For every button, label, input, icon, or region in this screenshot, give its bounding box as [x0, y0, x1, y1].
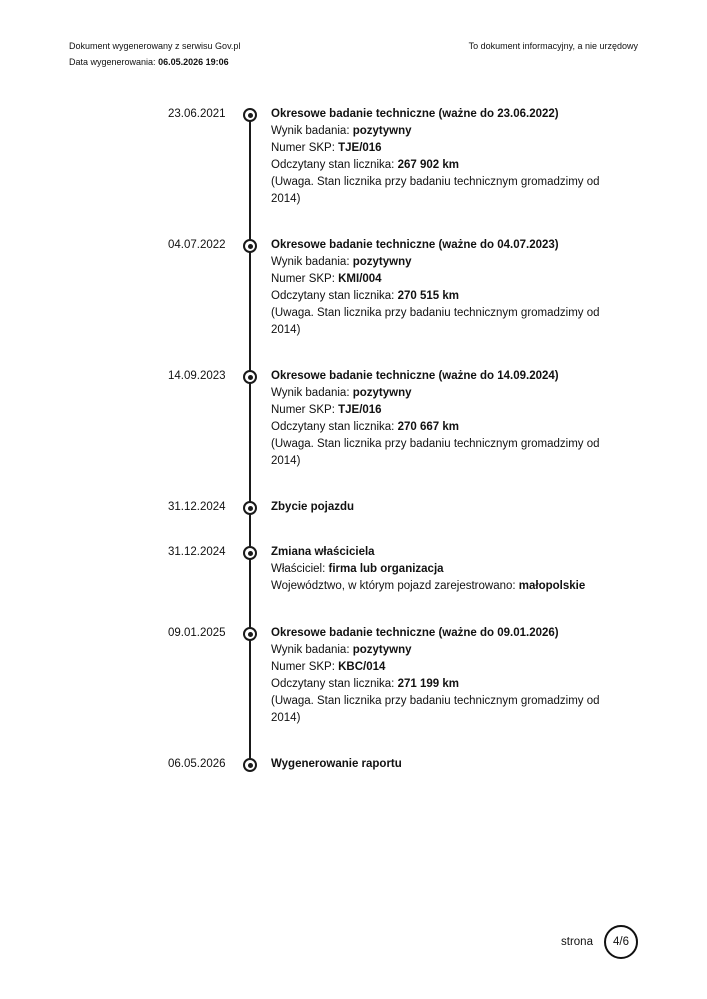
source-text: Dokument wygenerowany z serwisu Gov.pl [69, 41, 241, 51]
odometer-row [271, 676, 631, 693]
event-title: Okresowe badanie techniczne (ważne do 23.06.2022) [271, 108, 559, 120]
event-content [271, 368, 631, 470]
odometer-note: (Uwaga. Stan licznika przy badaniu technicznym gromadzimy od 2014) [271, 695, 600, 724]
timeline-dot-icon [243, 239, 257, 253]
skp-row [271, 659, 631, 676]
odometer-label: Odczytany stan licznika: [271, 290, 398, 302]
timeline-dot-icon [243, 627, 257, 641]
generation-date-label: Data wygenerowania: [69, 57, 159, 67]
result-label: Wynik badania: [271, 387, 353, 399]
odometer-value: 270 515 km [397, 290, 459, 302]
result-label: Wynik badania: [271, 125, 353, 137]
result-row [271, 123, 631, 140]
skp-row [271, 271, 631, 288]
event-content [271, 544, 631, 595]
event-content [271, 756, 631, 773]
event-title: Wygenerowanie raportu [271, 758, 402, 770]
event-content [271, 499, 631, 516]
voivodeship-label: Województwo, w którym pojazd zarejestrowano: [271, 580, 519, 592]
odometer-note: (Uwaga. Stan licznika przy badaniu technicznym gromadzimy od 2014) [271, 307, 600, 336]
event-date: 14.09.2023 [168, 370, 226, 382]
timeline-dot-icon [243, 546, 257, 560]
event-date: 09.01.2025 [168, 627, 226, 639]
event-date: 31.12.2024 [168, 501, 226, 513]
result-value: pozytywny [352, 387, 412, 399]
page-number: 4/6 [613, 936, 629, 948]
result-value: pozytywny [352, 256, 412, 268]
odometer-label: Odczytany stan licznika: [271, 421, 398, 433]
event-title: Zmiana właściciela [271, 546, 375, 558]
skp-value: KBC/014 [338, 661, 386, 673]
skp-value: TJE/016 [338, 404, 382, 416]
result-row [271, 254, 631, 271]
result-value: pozytywny [352, 644, 412, 656]
skp-value: TJE/016 [338, 142, 382, 154]
owner-label: Właściciel: [271, 563, 329, 575]
event-content [271, 237, 631, 339]
page-number-badge [604, 925, 638, 959]
skp-label: Numer SKP: [271, 142, 339, 154]
timeline-line [249, 113, 251, 765]
owner-value: firma lub organizacja [328, 563, 444, 575]
result-label: Wynik badania: [271, 644, 353, 656]
skp-row [271, 140, 631, 157]
result-row [271, 642, 631, 659]
odometer-value: 271 199 km [397, 678, 459, 690]
event-date: 31.12.2024 [168, 546, 226, 558]
event-title: Okresowe badanie techniczne (ważne do 09.01.2026) [271, 627, 559, 639]
result-row [271, 385, 631, 402]
odometer-note: (Uwaga. Stan licznika przy badaniu technicznym gromadzimy od 2014) [271, 438, 600, 467]
timeline-dot-icon [243, 501, 257, 515]
skp-label: Numer SKP: [271, 661, 339, 673]
odometer-row [271, 419, 631, 436]
skp-value: KMI/004 [338, 273, 382, 285]
page-label: strona [561, 936, 593, 948]
result-label: Wynik badania: [271, 256, 353, 268]
timeline-dot-icon [243, 758, 257, 772]
event-title: Okresowe badanie techniczne (ważne do 04.07.2023) [271, 239, 559, 251]
owner-row [271, 561, 631, 578]
odometer-value: 267 902 km [397, 159, 459, 171]
odometer-row [271, 157, 631, 174]
skp-row [271, 402, 631, 419]
timeline-dot-icon [243, 370, 257, 384]
skp-label: Numer SKP: [271, 404, 339, 416]
odometer-row [271, 288, 631, 305]
event-date: 04.07.2022 [168, 239, 226, 251]
event-title: Okresowe badanie techniczne (ważne do 14.09.2024) [271, 370, 559, 382]
voivodeship-row [271, 578, 631, 595]
odometer-label: Odczytany stan licznika: [271, 159, 398, 171]
skp-label: Numer SKP: [271, 273, 339, 285]
odometer-note: (Uwaga. Stan licznika przy badaniu technicznym gromadzimy od 2014) [271, 176, 600, 205]
event-date: 06.05.2026 [168, 758, 226, 770]
voivodeship-value: małopolskie [518, 580, 586, 592]
odometer-label: Odczytany stan licznika: [271, 678, 398, 690]
generation-date-value: 06.05.2026 19:06 [158, 57, 229, 67]
odometer-value: 270 667 km [397, 421, 459, 433]
disclaimer-text: To dokument informacyjny, a nie urzędowy [468, 41, 638, 51]
generation-date [69, 56, 229, 68]
result-value: pozytywny [352, 125, 412, 137]
event-title: Zbycie pojazdu [271, 501, 355, 513]
event-content [271, 106, 631, 208]
event-date: 23.06.2021 [168, 108, 226, 120]
timeline-dot-icon [243, 108, 257, 122]
event-content [271, 625, 631, 727]
